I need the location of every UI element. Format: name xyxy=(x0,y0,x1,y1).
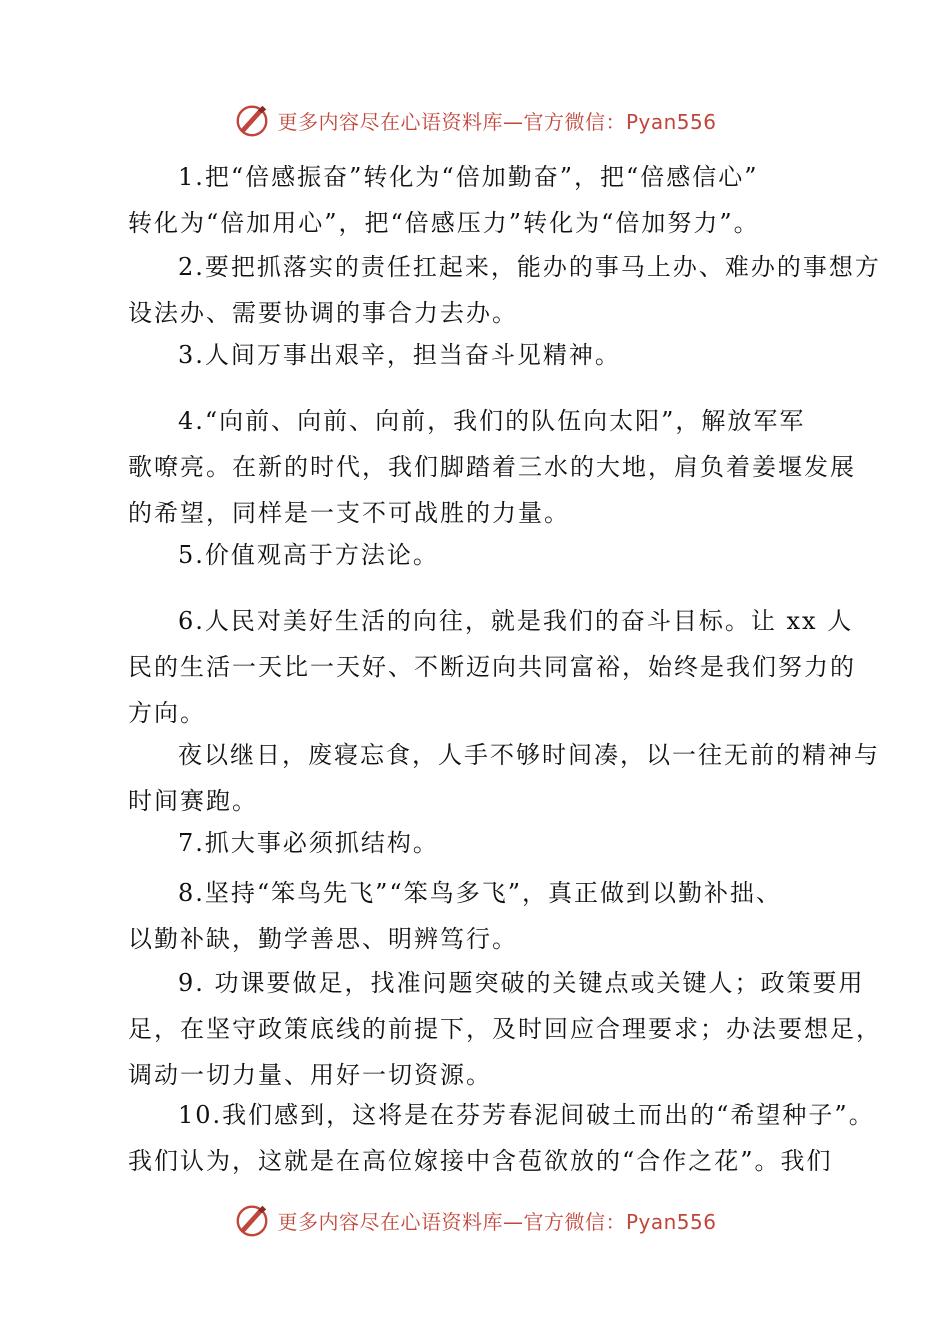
paragraph-line: 方向。 xyxy=(128,699,206,727)
paragraph-line: 7.抓大事必须抓结构。 xyxy=(178,829,439,857)
paragraph-line: 6.人民对美好生活的向往，就是我们的奋斗目标。让 xx 人 xyxy=(178,607,854,635)
paragraph-line: 足，在坚守政策底线的前提下，及时回应合理要求；办法要想足， xyxy=(128,1015,882,1043)
watermark-text: 更多内容尽在心语资料库—官方微信：Pyan556 xyxy=(277,109,717,134)
paragraph-line: 的希望，同样是一支不可战胜的力量。 xyxy=(128,499,570,527)
paragraph-4 xyxy=(128,398,856,536)
paragraph-line: 10.我们感到，这将是在芬芳春泥间破土而出的“希望种子”。 xyxy=(178,1101,875,1129)
paragraph-3 xyxy=(128,332,828,378)
paragraph-line: 我们认为，这就是在高位嫁接中含苞欲放的“合作之花”。我们 xyxy=(128,1147,833,1175)
paragraph-line: 时间赛跑。 xyxy=(128,787,258,815)
paragraph-line: 1.把“倍感振奋”转化为“倍加勤奋”，把“倍感信心” xyxy=(178,163,759,191)
paragraph-5 xyxy=(128,532,828,578)
paragraph-8 xyxy=(128,870,828,962)
paragraph-line: 夜以继日，废寝忘食，人手不够时间凑，以一往无前的精神与 xyxy=(178,741,880,769)
paragraph-line: 8.坚持“笨鸟先飞”“笨鸟多飞”，真正做到以勤补拙、 xyxy=(178,879,782,907)
paragraph-line: 3.人间万事出艰辛，担当奋斗见精神。 xyxy=(178,341,621,369)
paragraph-line: 2.要把抓落实的责任扛起来，能办的事马上办、难办的事想方 xyxy=(178,253,881,281)
paragraph-line: 设法办、需要协调的事合力去办。 xyxy=(128,299,518,327)
footer-watermark-banner xyxy=(0,1198,950,1242)
paragraph-line: 民的生活一天比一天好、不断迈向共同富裕，始终是我们努力的 xyxy=(128,653,856,681)
paragraph-line: 9. 功课要做足，找准问题突破的关键点或关键人；政策要用 xyxy=(178,969,865,997)
pen-circle-logo-icon xyxy=(233,1201,271,1239)
paragraph-line: 4.“向前、向前、向前，我们的队伍向太阳”，解放军军 xyxy=(178,407,806,435)
paragraph-line: 歌嘹亮。在新的时代，我们脚踏着三水的大地，肩负着姜堰发展 xyxy=(128,453,856,481)
watermark-text: 更多内容尽在心语资料库—官方微信：Pyan556 xyxy=(277,1209,717,1234)
paragraph-1 xyxy=(128,154,828,246)
paragraph-line: 调动一切力量、用好一切资源。 xyxy=(128,1061,492,1089)
paragraph-10 xyxy=(128,1092,875,1184)
paragraph-2 xyxy=(128,244,881,336)
paragraph-line: 5.价值观高于方法论。 xyxy=(178,541,439,569)
paragraph-6-continued xyxy=(128,732,880,824)
paragraph-7 xyxy=(128,820,828,866)
paragraph-line: 以勤补缺，勤学善思、明辨笃行。 xyxy=(128,925,518,953)
paragraph-6 xyxy=(128,598,856,736)
paragraph-line: 转化为“倍加用心”，把“倍感压力”转化为“倍加努力”。 xyxy=(128,209,760,237)
paragraph-9 xyxy=(128,960,882,1098)
